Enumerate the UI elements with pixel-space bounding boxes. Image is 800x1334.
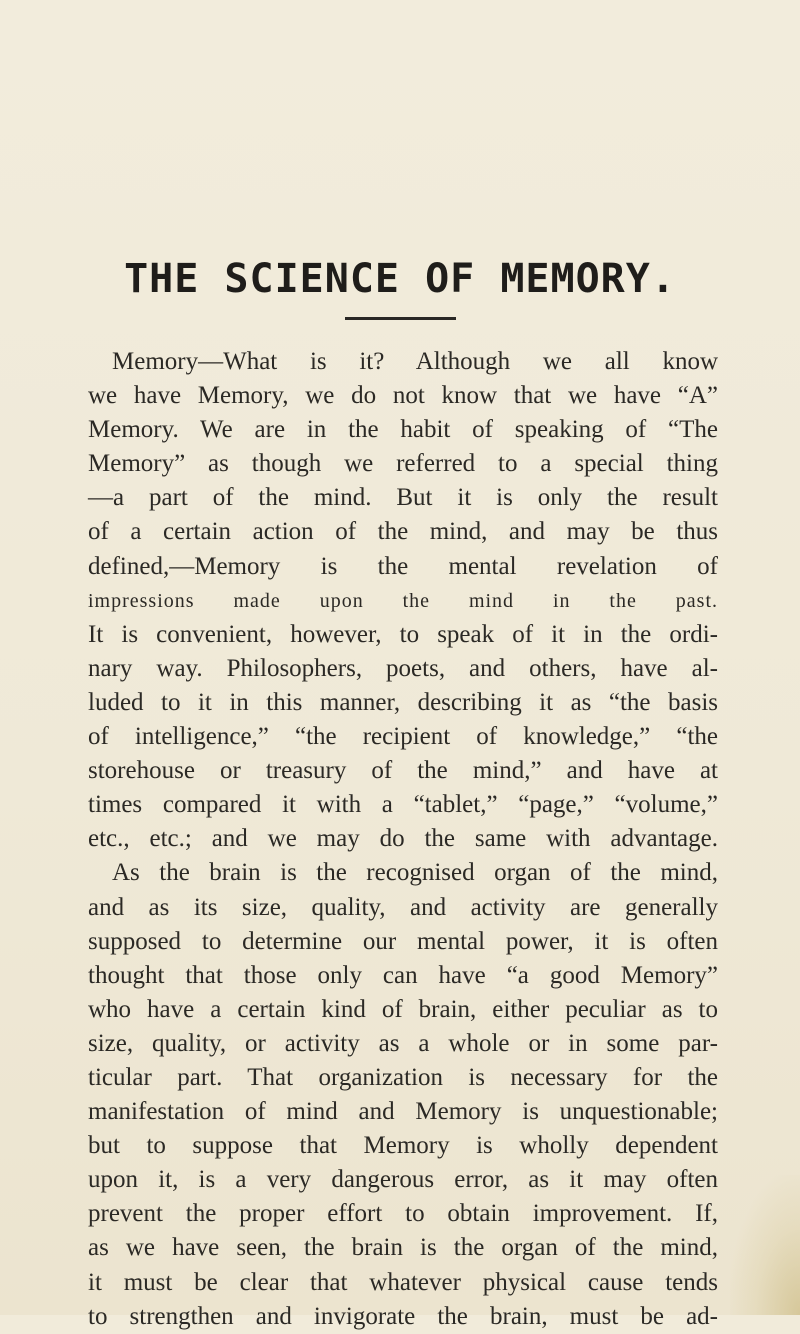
text-line: Memory” as though we referred to a special thing (88, 450, 718, 478)
text-line: as we have seen, the brain is the organ of the mind, (88, 1234, 718, 1262)
text-line: Memory. We are in the habit of speaking of “The (88, 416, 718, 444)
text-line: nary way. Philosophers, poets, and others, have al- (88, 654, 718, 682)
text-line: impressions made upon the mind in the past. (88, 589, 718, 612)
text-line: supposed to determine our mental power, it is often (88, 927, 718, 955)
body-text (88, 345, 718, 1334)
page-stain (730, 1175, 800, 1315)
text-line: and as its size, quality, and activity are generally (88, 893, 718, 921)
text-line: of intelligence,” “the recipient of knowledge,” “the (88, 723, 718, 751)
text-line: who have a certain kind of brain, either peculiar as to (88, 995, 718, 1023)
text-line: ticular part. That organization is necessary for the (88, 1063, 718, 1091)
text-line: to strengthen and invigorate the brain, must be ad- (88, 1302, 718, 1330)
chapter-heading: THE SCIENCE OF MEMORY. (124, 256, 676, 302)
text-line: Memory—What is it? Although we all know (112, 348, 718, 375)
text-line: manifestation of mind and Memory is unquestionable; (88, 1098, 718, 1126)
text-line: upon it, is a very dangerous error, as it may often (88, 1166, 718, 1194)
text-line: It is convenient, however, to speak of it in the ordi- (88, 620, 718, 648)
text-line: thought that those only can have “a good Memory” (88, 961, 718, 989)
text-line: size, quality, or activity as a whole or in some par- (88, 1029, 718, 1057)
text-line: we have Memory, we do not know that we have “A” (88, 382, 718, 410)
text-line: etc., etc.; and we may do the same with advantage. (88, 825, 718, 853)
text-line: luded to it in this manner, describing it as “the basis (88, 688, 718, 716)
text-line: it must be clear that whatever physical cause tends (88, 1268, 718, 1296)
text-line: defined,—Memory is the mental revelation of (88, 552, 718, 580)
text-line: of a certain action of the mind, and may be thus (88, 518, 718, 546)
text-line: As the brain is the recognised organ of the mind, (112, 859, 718, 887)
text-line: prevent the proper effort to obtain improvement. If, (88, 1200, 718, 1228)
heading-rule (345, 317, 456, 320)
text-line: but to suppose that Memory is wholly dependent (88, 1132, 718, 1160)
text-line: storehouse or treasury of the mind,” and have at (88, 757, 718, 785)
text-line: times compared it with a “tablet,” “page,” “volume,” (88, 791, 718, 819)
text-line: —a part of the mind. But it is only the result (88, 484, 718, 512)
